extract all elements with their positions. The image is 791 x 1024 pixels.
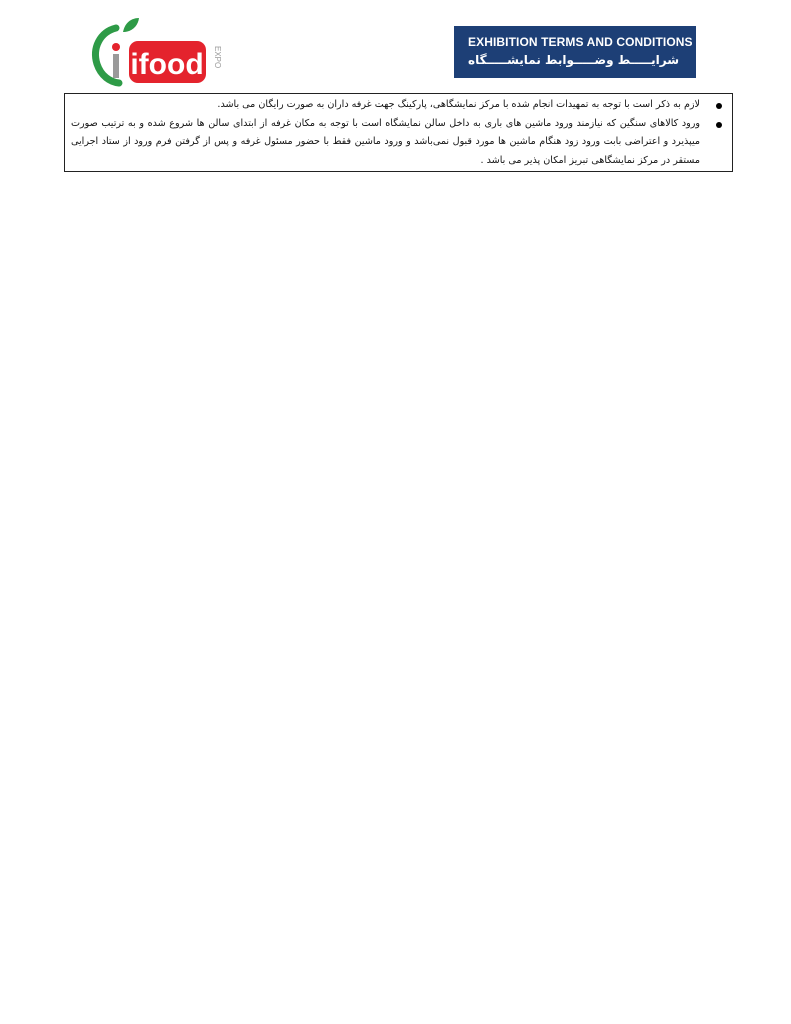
terms-item-text: لازم به ذکر است با توجه به تمهیدات انجام شده با مرکز نمایشگاهی، پارکینگ جهت غرفه داران به صورت رایگان می باشد. bbox=[217, 99, 700, 110]
letter-i-dot bbox=[112, 43, 120, 51]
bullet-icon bbox=[716, 122, 722, 128]
expo-text: EXPO bbox=[213, 46, 222, 69]
terms-list bbox=[71, 96, 724, 170]
terms-item bbox=[71, 115, 700, 171]
banner-title-fa: شرایـــــط وضـــــوابط نمایشـــــگاه bbox=[468, 53, 680, 67]
terms-box bbox=[64, 93, 733, 172]
leaf-icon bbox=[123, 18, 139, 32]
terms-item bbox=[71, 96, 700, 115]
terms-banner bbox=[454, 26, 696, 78]
ifood-expo-logo bbox=[92, 16, 220, 86]
wordmark-text: ifood bbox=[130, 48, 204, 81]
ifood-logo-graphic bbox=[92, 16, 220, 86]
banner-title-en: EXHIBITION TERMS AND CONDITIONS bbox=[468, 35, 693, 49]
letter-i-stem bbox=[113, 54, 119, 78]
terms-item-text: ورود کالاهای سنگین که نیازمند ورود ماشین های باری به داخل سالن نمایشگاه است با توجه به مکان غرفه از ابتدای سالن ها شروع شده و به ترتیب صورت میپذیرد و اعتراضی بابت ورود زود هنگام ماشین ها مورد قبول نمی‌باشد و ورود ماشین فقط با حضور مسئول غرفه و پس از گرفتن فرم ورود از ستاد اجرایی مستقر در مرکز نمایشگاهی تبریز امکان پذیر می باشد . bbox=[71, 117, 700, 166]
bullet-icon bbox=[716, 103, 722, 109]
